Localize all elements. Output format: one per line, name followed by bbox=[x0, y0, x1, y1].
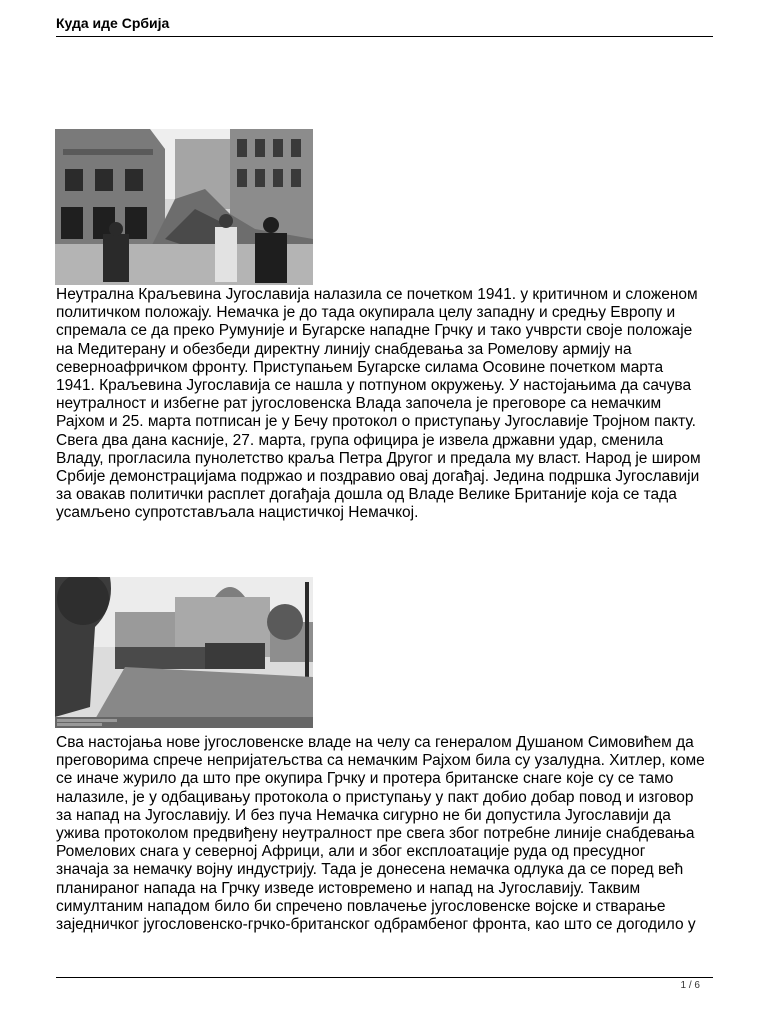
paragraph-line: северноафричком фронту. Приступањем Бугарске силама Осовине почетком марта bbox=[56, 358, 664, 376]
paragraph-line: Рајхом и 25. марта потписан је у Бечу протокол о приступању Југославије Тројном пакту. bbox=[56, 413, 696, 431]
paragraph-line: симултаним нападом било би спречено повлачење југословенске војске и стварање bbox=[56, 897, 666, 915]
paragraph-line: Владу, прогласила пунолетство краља Петра Другог и предала му власт. Народ је широм bbox=[56, 449, 701, 467]
document-title: Куда иде Србија bbox=[56, 15, 170, 31]
paragraph-line: 1941. Краљевина Југославија се нашла у потпуном окружењу. У настојањима да сачува bbox=[56, 377, 692, 395]
paragraph-line: ужива протоколом предвиђену неутралност пре свега због потребне линије снабдевања bbox=[56, 825, 695, 843]
paragraph-line: се иначе журило да што пре окупира Грчку и протера британске снаге које су се тамо bbox=[56, 770, 674, 788]
paragraph-1 bbox=[56, 286, 716, 523]
paragraph-line: на Медитерану и обезбеди директну линију снабдевања за Ромелову армију на bbox=[56, 340, 632, 358]
paragraph-line: Неутрална Краљевина Југославија налазила се почетком 1941. у критичном и сложеном bbox=[56, 286, 698, 303]
paragraph-2 bbox=[56, 734, 716, 934]
paragraph-line: за овакав политички расплет догађаја дошла од Владе Велике Британије која се тада bbox=[56, 486, 677, 504]
page-number: 1 / 6 bbox=[680, 980, 700, 991]
paragraph-line: значаја за немачку војну индустрију. Тада је донесена немачка одлука да се поред већ bbox=[56, 861, 684, 879]
paragraph-line: преговорима спрече непријатељства са немачким Рајхом била су узалудна. Хитлер, коме bbox=[56, 752, 705, 770]
paragraph-line: за напад на Југославију. И без пуча Немачка сигурно не би допустила Југославији да bbox=[56, 806, 671, 824]
street-convoy-photo bbox=[55, 577, 313, 728]
paragraph-line: Свега два дана касније, 27. марта, група официра је извела државни удар, сменила bbox=[56, 431, 664, 449]
footer-divider bbox=[56, 977, 713, 978]
header-divider bbox=[56, 36, 713, 37]
paragraph-line: Србије демонстрацијама подржао и поздравио овај догађај. Једина подршка Југославији bbox=[56, 468, 700, 486]
bombed-building-photo bbox=[55, 129, 313, 285]
paragraph-line: политичком положају. Немачка је до тада окупирала целу западну и средњу Европу и bbox=[56, 304, 676, 322]
paragraph-line: планираног напада на Грчку изведе истовремено и напад на Југославију. Таквим bbox=[56, 879, 641, 897]
paragraph-line: налазиле, је у одбацивању протокола о приступању у пакт добио добар повод и изговор bbox=[56, 788, 694, 806]
paragraph-line: спремала се да преко Румуније и Бугарске нападне Грчку и тако учврсти своје положаје bbox=[56, 322, 693, 340]
paragraph-line: Сва настојања нове југословенске владе на челу са генералом Душаном Симовићем да bbox=[56, 734, 694, 751]
paragraph-line: неутралност и избегне рат југословенска Влада започела је преговоре са немачким bbox=[56, 395, 662, 413]
paragraph-line: Ромелових снага у северној Африци, али и због експлоатације руда од пресудног bbox=[56, 843, 646, 861]
paragraph-line: заједничког југословенско-грчко-британског одбрамбеног фронта, као што се догодило у bbox=[56, 916, 696, 934]
paragraph-line: усамљено супротстављала нацистичкој Немачкој. bbox=[56, 504, 419, 522]
